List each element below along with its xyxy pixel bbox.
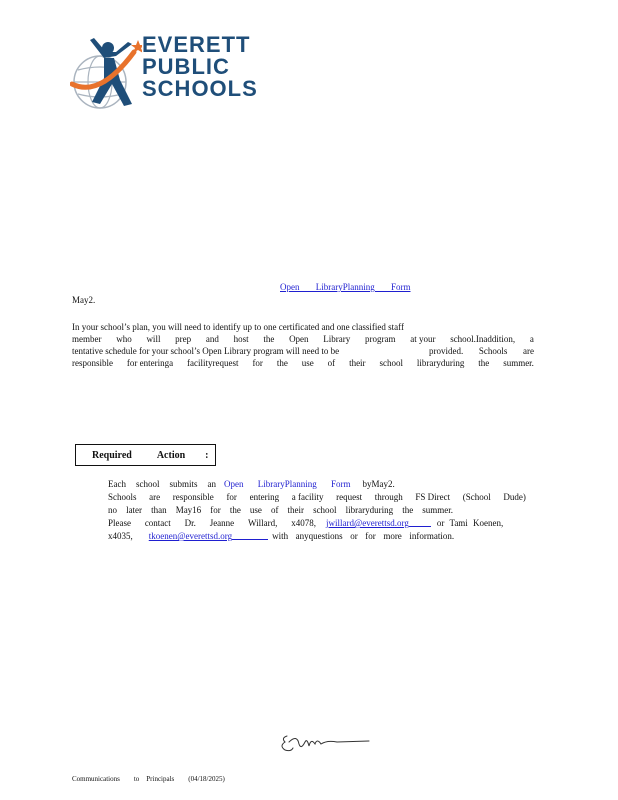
paragraph-word: responsible: [72, 358, 113, 368]
bullet-word: school: [135, 479, 160, 489]
signature: [277, 728, 377, 758]
paragraph-word: provided.: [429, 346, 464, 356]
bullet-word: libraryduring: [345, 505, 394, 515]
list-item: [90, 491, 526, 504]
paragraph-word: school.Inaddition,: [450, 334, 516, 344]
bullet-word: a facility: [291, 492, 324, 502]
date-line: May2.: [72, 295, 96, 305]
bullet-word: with: [272, 531, 289, 541]
bullet-word: submits: [169, 479, 198, 489]
bullet-word: later: [126, 505, 143, 515]
paragraph-line-4: [72, 357, 534, 369]
paragraph-word: and: [205, 334, 219, 344]
paragraph-line-3-end: [429, 345, 534, 357]
planning-form-link[interactable]: [280, 282, 411, 292]
required-word: Required: [92, 449, 132, 461]
bullet-word: an: [207, 479, 216, 489]
bullet-icon: [90, 478, 108, 491]
bullet-word: Willard,: [248, 518, 278, 528]
bullet-icon: [90, 517, 108, 530]
paragraph-line-2: [72, 333, 534, 345]
bullet-word: than: [151, 505, 167, 515]
bullet-word: for: [210, 505, 221, 515]
paragraph-word: at your: [410, 334, 436, 344]
paragraph-word: their: [349, 358, 366, 368]
bullet-word: of: [270, 505, 279, 515]
bullet-word: responsible: [172, 492, 214, 502]
bullet-word: contact: [144, 518, 171, 528]
body-paragraph: [72, 321, 534, 369]
paragraph-line-3-start: tentative schedule for your school’s Open Library program will need to be: [72, 346, 340, 356]
bullet-2-line-2: [108, 504, 453, 517]
bullet-word: x4078,: [291, 518, 316, 528]
footer-text: Communications to Principals (04/18/2025): [72, 775, 225, 783]
bullet-word: for: [365, 531, 376, 541]
bullet-word: for: [226, 492, 237, 502]
paragraph-word: prep: [175, 334, 192, 344]
bullet-word: entering: [249, 492, 280, 502]
bullet-word: Please: [108, 518, 131, 528]
bullet-word: more: [383, 531, 402, 541]
paragraph-word: member: [72, 334, 102, 344]
paragraph-word: will: [146, 334, 161, 344]
link-underline-fill: [232, 530, 268, 540]
bullet-word: Jeanne: [209, 518, 235, 528]
paragraph-word: the: [478, 358, 490, 368]
paragraph-word: host: [233, 334, 249, 344]
bullet-word: use: [249, 505, 262, 515]
logo-line-2: PUBLIC: [142, 54, 230, 79]
bullet-3-line-2-words: [272, 530, 454, 543]
paragraph-word: of: [327, 358, 336, 368]
logo-line-3: SCHOOLS: [142, 76, 258, 101]
planning-form-link-text[interactable]: Open LibraryPlanning Form: [280, 282, 411, 292]
bullet-word: the: [229, 505, 241, 515]
bullet-word: school: [313, 505, 337, 515]
bullet-word: FS Direct: [415, 492, 451, 502]
paragraph-word: libraryduring: [416, 358, 465, 368]
action-bullet-list: [90, 478, 526, 543]
bullet-2-line-1: [108, 491, 526, 504]
bullet-word: are: [149, 492, 161, 502]
bullet-1-form-link[interactable]: Open LibraryPlanning Form: [224, 479, 351, 489]
paragraph-word: Library: [323, 334, 351, 344]
required-action-heading: [75, 444, 216, 466]
paragraph-word: a: [529, 334, 534, 344]
bullet-3-line-1-tail: or Tami Koenen,: [436, 518, 504, 528]
bullet-word: summer.: [422, 505, 453, 515]
paragraph-word: facilityrequest: [187, 358, 239, 368]
bullet-word: through: [374, 492, 403, 502]
logo-wordmark: [142, 34, 258, 100]
paragraph-word: the: [263, 334, 275, 344]
bullet-3-ext: x4035,: [108, 531, 133, 541]
paragraph-word: school: [379, 358, 403, 368]
bullet-1-words: [108, 478, 216, 491]
bullet-word: no: [108, 505, 117, 515]
bullet-word: anyquestions: [295, 531, 343, 541]
logo-graphic: [70, 34, 142, 114]
bullet-3-line-1-words: [108, 517, 316, 530]
bullet-word: Dr.: [184, 518, 196, 528]
paragraph-word: Open: [289, 334, 309, 344]
bullet-word: (School: [462, 492, 491, 502]
paragraph-word: program: [365, 334, 396, 344]
bullet-word: Each: [108, 479, 126, 489]
logo-line-1: EVERETT: [142, 32, 251, 57]
bullet-word: Dude): [503, 492, 526, 502]
paragraph-word: the: [276, 358, 288, 368]
bullet-word: the: [402, 505, 414, 515]
link-underline-fill: [409, 517, 431, 527]
paragraph-word: use: [301, 358, 314, 368]
bullet-word: their: [287, 505, 304, 515]
district-logo: [70, 32, 258, 114]
paragraph-word: for enteringa: [126, 358, 174, 368]
bullet-word: May16: [175, 505, 202, 515]
bullet-3-line-2: [108, 530, 526, 543]
list-item: [90, 478, 526, 491]
paragraph-line-1: In your school’s plan, you will need to identify up to one certificated and one classified staff: [72, 322, 404, 332]
list-item: [90, 517, 526, 530]
colon: :: [205, 449, 209, 461]
bullet-icon: [90, 491, 108, 504]
paragraph-word: who: [116, 334, 132, 344]
bullet-word: or: [350, 531, 358, 541]
paragraph-word: for: [252, 358, 263, 368]
email-link-willard[interactable]: jwillard@everettsd.org: [326, 518, 409, 528]
paragraph-word: are: [522, 346, 534, 356]
bullet-word: request: [336, 492, 363, 502]
email-link-koenen[interactable]: tkoenen@everettsd.org: [148, 531, 233, 541]
action-word: Action: [156, 449, 186, 461]
paragraph-word: Schools: [478, 346, 508, 356]
paragraph-word: summer.: [503, 358, 534, 368]
bullet-1-tail: byMay2.: [362, 479, 395, 489]
bullet-word: information.: [409, 531, 455, 541]
paragraph-line-3: [72, 345, 534, 357]
bullet-word: Schools: [108, 492, 137, 502]
